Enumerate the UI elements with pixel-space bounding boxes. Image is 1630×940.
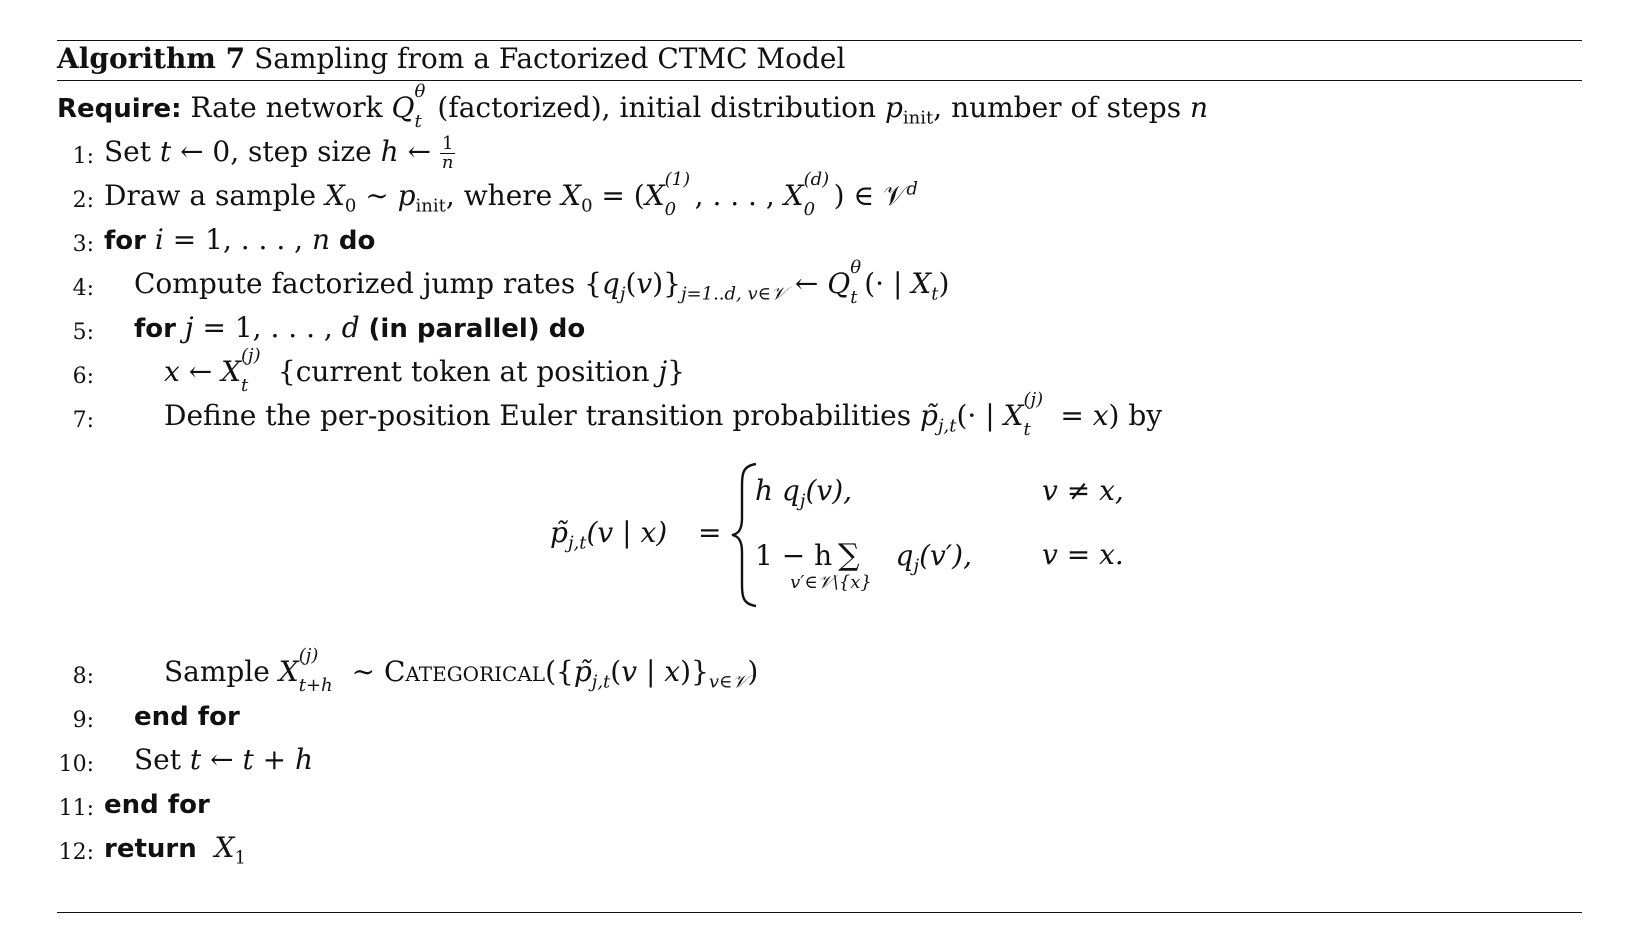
line-number: 7: [72, 408, 94, 433]
algorithm-label: Algorithm 7 [57, 42, 246, 75]
algorithm-caption [57, 42, 845, 76]
bottom-rule [57, 912, 1582, 913]
line-number: 5: [72, 320, 94, 345]
in-parallel-do-keyword: (in parallel) do [368, 314, 586, 344]
fraction: $\frac{1}{n}$ [441, 133, 454, 173]
line-number: 9: [72, 708, 94, 733]
line-number: 3: [72, 232, 94, 257]
line-number: 11: [58, 796, 94, 821]
return-keyword: return [104, 834, 197, 864]
line-number: 4: [72, 276, 94, 301]
line-number: 10: [58, 752, 94, 777]
line-number: 12: [58, 840, 94, 865]
do-keyword: do [338, 226, 376, 256]
line-number: 2: [72, 188, 94, 213]
caption-rule [57, 80, 1582, 81]
require-keyword: Require: [57, 94, 182, 124]
end-for-keyword: end for [134, 702, 240, 732]
line-number: 8: [72, 664, 94, 689]
end-for-keyword: end for [104, 790, 210, 820]
for-keyword: for [134, 314, 176, 344]
top-rule [57, 40, 1582, 41]
line-number: 6: [72, 364, 94, 389]
summation-symbol: ∑ v′∈𝒱\{x} [790, 538, 872, 593]
line-number: 1: [72, 144, 94, 169]
euler-transition-equation: $p̃_{j,t}(v$ | x) = h $q_j(v)$, v ≠ x, 1 − h ∑ v′∈𝒱\{x} $q_j(v')$, v = x. [550, 460, 1170, 610]
algorithm-title: Sampling from a Factorized CTMC Model [254, 42, 846, 75]
for-keyword: for [104, 226, 146, 256]
